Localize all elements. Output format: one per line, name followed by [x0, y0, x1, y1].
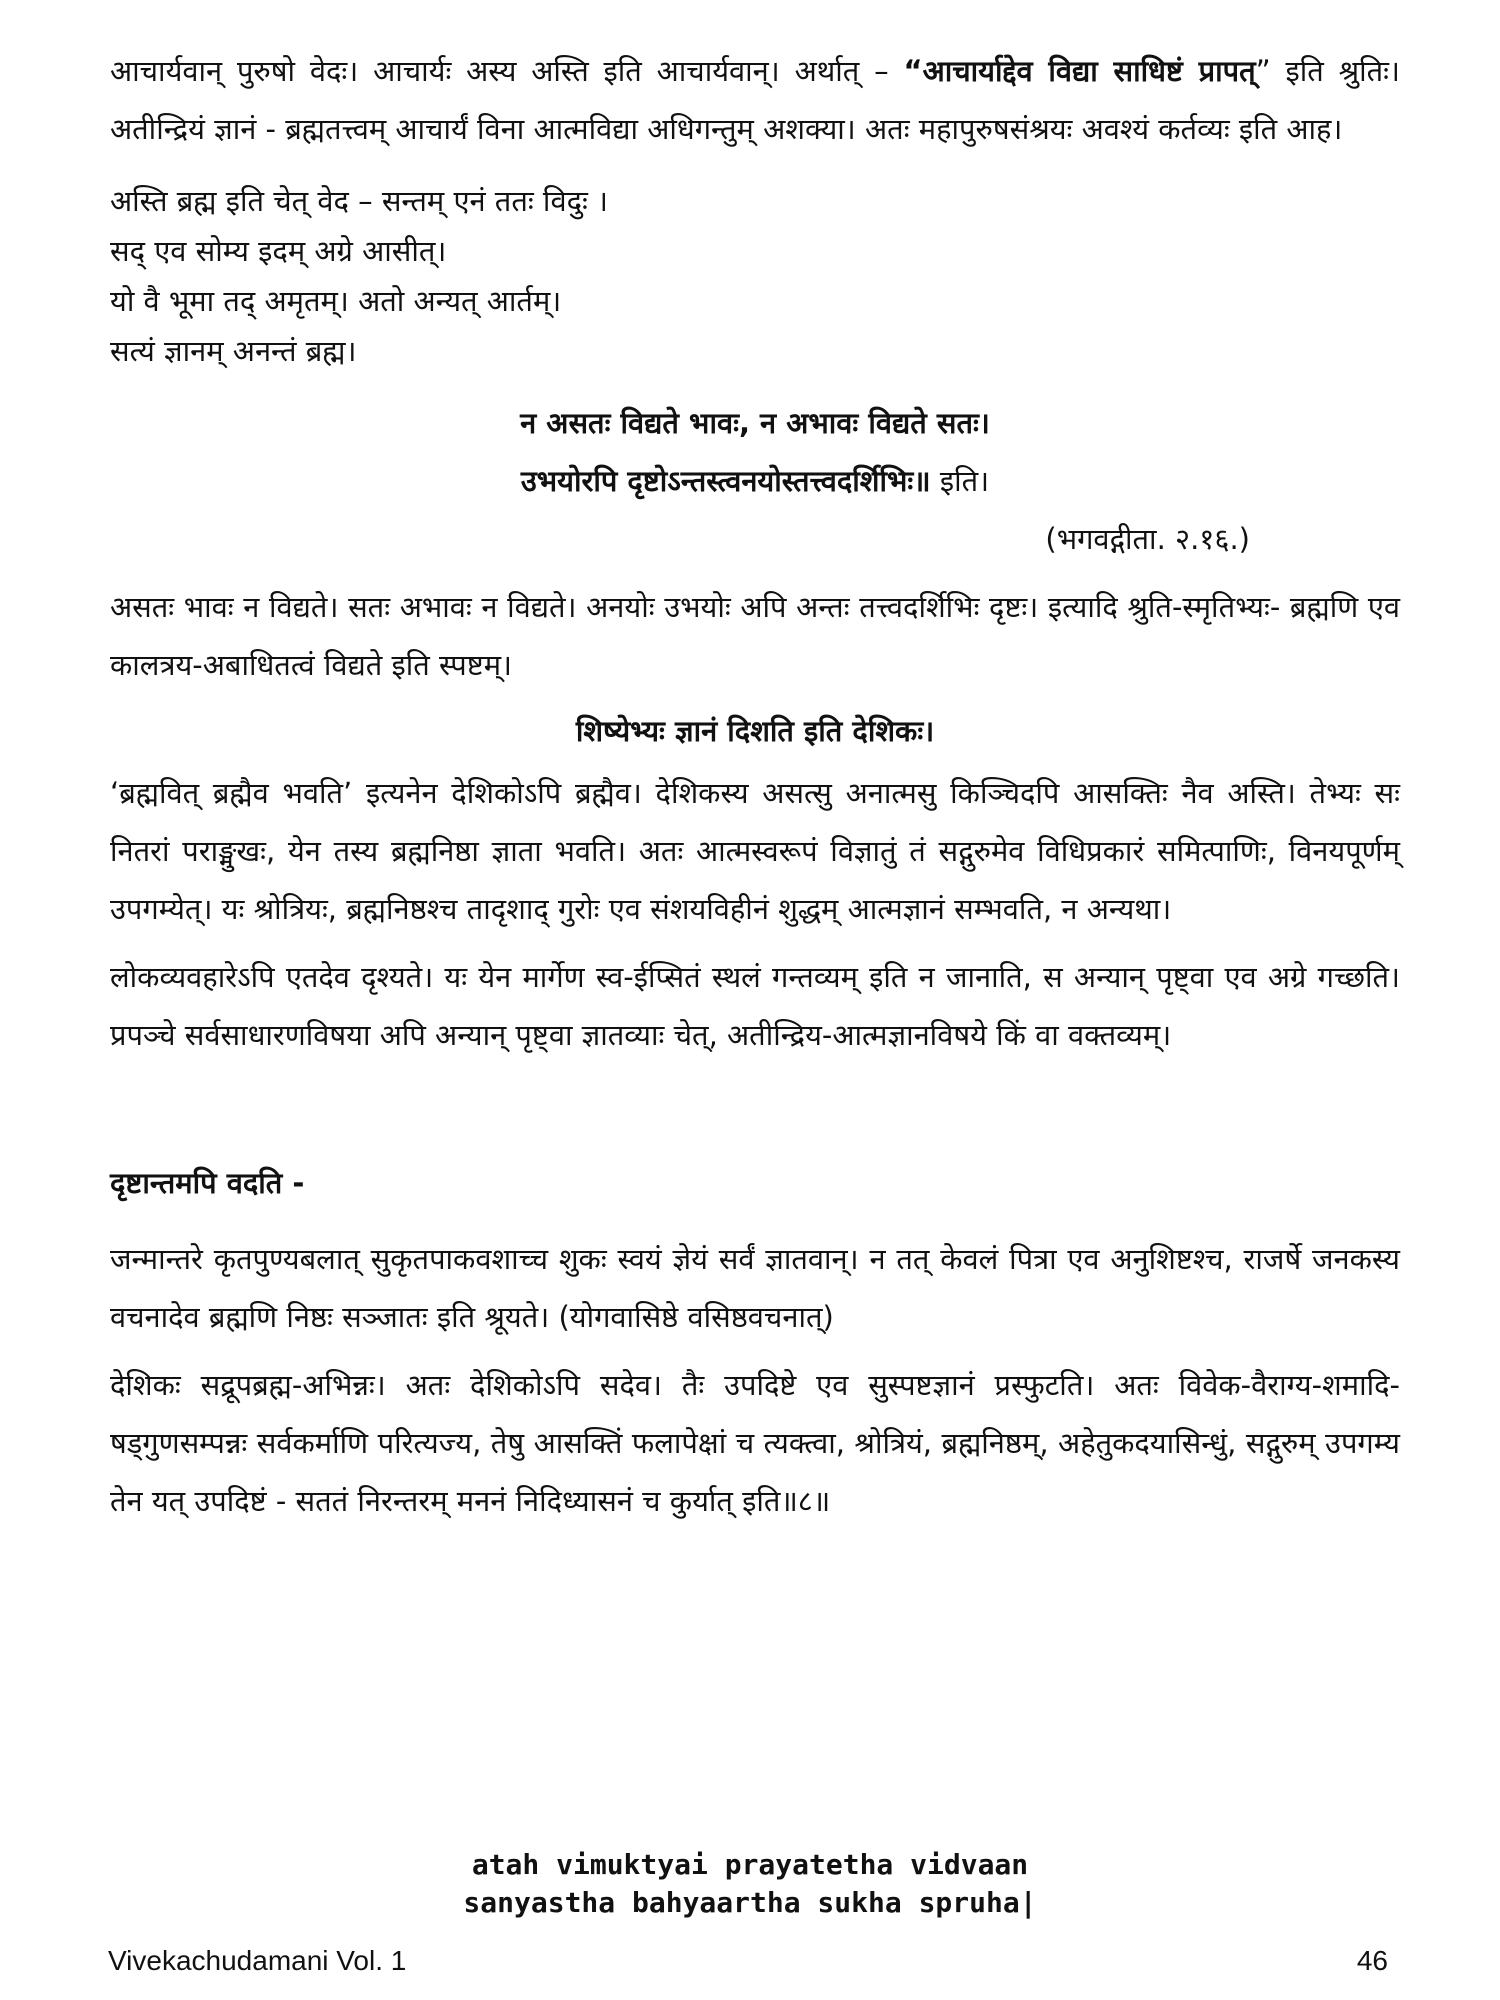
spacer — [110, 158, 1400, 176]
quote-line-4: सत्यं ज्ञानम् अनन्तं ब्रह्म। — [110, 334, 357, 368]
paragraph-brahmavit: ‘ब्रह्मवित् ब्रह्मैव भवति’ इत्यनेन देशिकोऽपि ब्रह्मैव। देशिकस्य असत्सु अनात्मसु किञ्चिदपि आसक्तिः नैव अस्ति। तेभ्यः सः नितरां पराङ्मुखः, येन तस्य ब्रह्मनिष्ठा ज्ञाता भवति। अतः आत्मस्वरूपं विज्ञातुं तं सद्गुरुमेव विधिप्रकारं समित्पाणिः, विनयपूर्णम् उपगम्येत्। यः श्रोत्रियः, ब्रह्मनिष्ठश्च तादृशाद् गुरोः एव संशयविहीनं शुद्धम् आत्मज्ञानं सम्भवति, न अन्यथा। — [110, 776, 1400, 926]
spacer — [110, 376, 1400, 394]
spacer — [110, 568, 1400, 578]
drishtanta-heading: दृष्टान्तमपि वदति - — [110, 1166, 305, 1200]
paragraph-deshikah: देशिकः सद्रूपब्रह्म-अभिन्नः। अतः देशिकोऽपि सदेव। तैः उपदिष्टे एव सुस्पष्टज्ञानं प्रस्फुटति। अतः विवेक-वैराग्य-शमादि-षड्गुणसम्पन्नः सर्वकर्माणि परित्यज्य, तेषु आसक्तिं फलापेक्षां च त्यक्त्वा, श्रोत्रियं, ब्रह्मनिष्ठम्, अहेतुकदयासिन्धुं, सद्गुरुम् उपगम्य तेन यत् उपदिष्टं - सततं निरन्तरम् मननं निदिध्यासनं च कुर्यात् इति॥८॥ — [110, 1368, 1400, 1518]
spacer — [110, 1212, 1400, 1230]
gita-citation: (भगवद्गीता. २.१६.) — [1045, 522, 1250, 556]
paragraph-janmantare: जन्मान्तरे कृतपुण्यबलात् सुकृतपाकवशाच्च शुकः स्वयं ज्ञेयं सर्वं ज्ञातवान्। न तत् केवलं पित्रा एव अनुशिष्टश्च, राजर्षे जनकस्य वचनादेव ब्रह्मणि निष्ठः सञ्जातः इति श्रूयते। (योगवासिष्ठे वसिष्ठवचनात्) — [110, 1242, 1400, 1334]
paragraph-asatah: असतः भावः न विद्यते। सतः अभावः न विद्यते। अनयोः उभयोः अपि अन्तः तत्त्वदर्शिभिः दृष्टः। इत्यादि श्रुति-स्मृतिभ्यः- ब्रह्मणि एव कालत्रय-अबाधितत्वं विद्यते इति स्पष्टम्। — [110, 590, 1400, 682]
paragraph-acharyavan — [110, 42, 1400, 158]
shruti-quote-bold: “आचार्याद्देव विद्या साधिष्टं प्रापत् — [903, 54, 1256, 88]
para1-text-b: ” इति श्रुतिः। अतीन्द्रियं ज्ञानं - ब्रह्मतत्त्वम् आचार्यं विना आत्मविद्या अधिगन्तुम् अशक्या। अतः महापुरुषसंश्रयः अवश्यं कर्तव्यः इति आह। — [110, 54, 1400, 146]
transliteration-line-2: sanyastha bahyaartha sukha spruha| — [463, 1886, 1037, 1919]
gita-verse-line-1: न असतः विद्यते भावः, न अभावः विद्यते सतः। — [520, 406, 990, 440]
spacer — [110, 1064, 1400, 1154]
footer-book-title: Vivekachudamani Vol. 1 — [108, 1945, 407, 1976]
deshika-heading: शिष्येभ्यः ज्ञानं दिशति इति देशिकः। — [575, 714, 935, 748]
para1-text-a: आचार्यवान् पुरुषो वेदः। आचार्यः अस्य अस्ति इति आचार्यवान्। अर्थात् – — [110, 54, 904, 88]
spacer — [110, 1346, 1400, 1356]
gita-verse-line-2 — [110, 452, 1400, 510]
transliteration-line-1: atah vimuktyai prayatetha vidvaan — [471, 1848, 1029, 1881]
spacer — [110, 938, 1400, 948]
quote-line-2: सद् एव सोम्य इदम् अग्रे आसीत्। — [110, 234, 447, 268]
transliteration-block — [0, 1846, 1500, 1922]
quote-line-1: अस्ति ब्रह्म इति चेत् वेद – सन्तम् एनं ततः विदुः । — [110, 184, 609, 218]
page-content — [110, 42, 1400, 1530]
gita-verse-line-2-bold: उभयोरपि दृष्टोऽन्तस्त्वनयोस्तत्त्वदर्शिभिः॥ — [520, 464, 931, 498]
paragraph-lokavyavahara: लोकव्यवहारेऽपि एतदेव दृश्यते। यः येन मार्गेण स्व-ईप्सितं स्थलं गन्तव्यम् इति न जानाति, स अन्यान् पृष्ट्वा एव अग्रे गच्छति। प्रपञ्चे सर्वसाधारणविषया अपि अन्यान् पृष्ट्वा ज्ञातव्याः चेत्, अतीन्द्रिय-आत्मज्ञानविषये किं वा वक्तव्यम्। — [110, 960, 1400, 1052]
quote-line-3: यो वै भूमा तद् अमृतम्। अतो अन्यत् आर्तम्। — [110, 284, 562, 318]
gita-verse-line-2-tail: इति। — [930, 464, 990, 498]
footer-page-number: 46 — [1356, 1945, 1388, 1976]
